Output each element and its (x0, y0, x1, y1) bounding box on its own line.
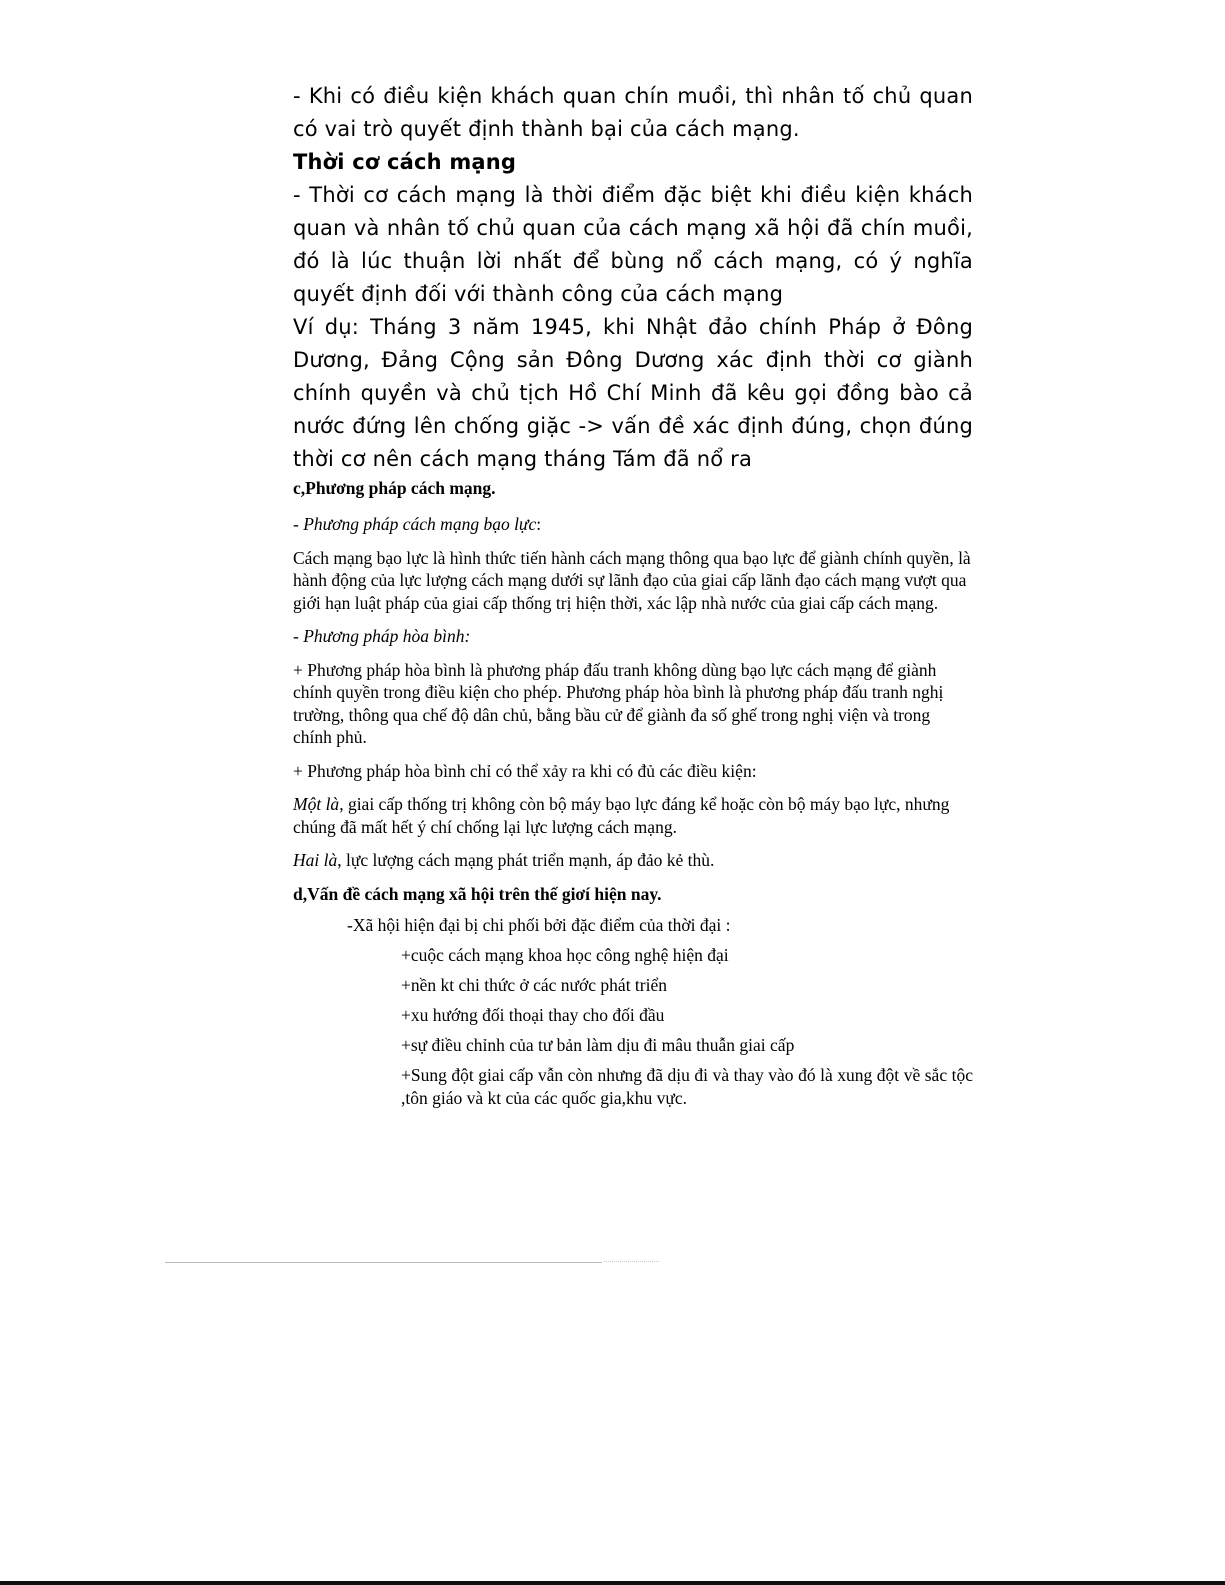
footnote-separator-dots (604, 1261, 659, 1262)
condition-two-text: , lực lượng cách mạng phát triển mạnh, áp đảo kẻ thù. (337, 850, 715, 870)
paragraph-opportunity-example: Ví dụ: Tháng 3 năm 1945, khi Nhật đảo chính Pháp ở Đông Dương, Đảng Cộng sản Đông Dương xác định thời cơ giành chính quyền và chủ tịch Hồ Chí Minh đã kêu gọi đồng bào cả nước đứng lên chống giặc -> vấn đề xác định đúng, chọn đúng thời cơ nên cách mạng tháng Tám đã nổ ra (293, 315, 973, 471)
label-violent-method-text: - Phương pháp cách mạng bạo lực (293, 514, 537, 534)
section-c-d (293, 477, 973, 1117)
list-item: +cuộc cách mạng khoa học công nghệ hiện đại (401, 945, 729, 965)
heading-revolutionary-opportunity: Thời cơ cách mạng (293, 150, 517, 174)
section-b-tail (293, 80, 973, 476)
paragraph-condition-one (293, 793, 973, 838)
list-item: +xu hướng đối thoại thay cho đối đầu (401, 1005, 665, 1025)
list-item: +sự điều chỉnh của tư bản làm dịu đi mâu thuẫn giai cấp (401, 1035, 795, 1055)
label-violent-method (293, 513, 973, 536)
paragraph-condition-two (293, 849, 973, 872)
condition-one-text: , giai cấp thống trị không còn bộ máy bạo lực đáng kể hoặc còn bộ máy bạo lực, nhưng chúng đã mất hết ý chí chống lại lực lượng cách mạng. (293, 794, 950, 837)
page-bottom-border (0, 1581, 1225, 1585)
paragraph-violent-method: Cách mạng bạo lực là hình thức tiến hành cách mạng thông qua bạo lực để giành chính quyền, là hành động của lực lượng cách mạng dưới sự lãnh đạo của giai cấp lãnh đạo cách mạng vượt qua giới hạn luật pháp của giai cấp thống trị hiện thời, xác lập nhà nước của giai cấp cách mạng. (293, 547, 971, 613)
paragraph-opportunity-definition: - Thời cơ cách mạng là thời điểm đặc biệt khi điều kiện khách quan và nhân tố chủ quan của cách mạng xã hội đã chín muồi, đó là lúc thuận lời nhất để bùng nổ cách mạng, có ý nghĩa quyết định đối với thành công của cách mạng (293, 183, 973, 306)
footnote-separator (165, 1262, 602, 1263)
list-item: +Sung đột giai cấp vẫn còn nhưng đã dịu đi và thay vào đó là xung đột về sắc tộc ,tôn giáo và kt của các quốc gia,khu vực. (401, 1065, 973, 1108)
paragraph-peaceful-conditions: + Phương pháp hòa bình chỉ có thể xảy ra khi có đủ các điều kiện: (293, 760, 757, 781)
condition-two-label: Hai là (293, 850, 338, 870)
paragraph-peaceful-method: + Phương pháp hòa bình là phương pháp đấu tranh không dùng bạo lực cách mạng để giành chính quyền trong điều kiện cho phép. Phương pháp hòa bình là phương pháp đấu tranh nghị trường, thông qua chế độ dân chủ, bằng bầu cử để giành đa số ghế trong nghị viện và trong chính phủ. (293, 659, 944, 747)
label-peaceful-method: - Phương pháp hòa bình: (293, 626, 471, 646)
paragraph-subjective-factor: - Khi có điều kiện khách quan chín muồi, thì nhân tố chủ quan có vai trò quyết định thành bại của cách mạng. (293, 84, 973, 141)
paragraph-modern-society-intro: -Xã hội hiện đại bị chi phối bởi đặc điểm của thời đại : (347, 914, 731, 935)
list-item: +nền kt chi thức ở các nước phát triển (401, 975, 668, 995)
label-violent-method-colon: : (536, 514, 542, 534)
heading-revolutionary-method: c,Phương pháp cách mạng. (293, 478, 496, 498)
heading-social-revolution-today: d,Vấn đề cách mạng xã hội trên thế giơí hiện nay. (293, 883, 662, 904)
condition-one-label: Một là (293, 794, 340, 814)
